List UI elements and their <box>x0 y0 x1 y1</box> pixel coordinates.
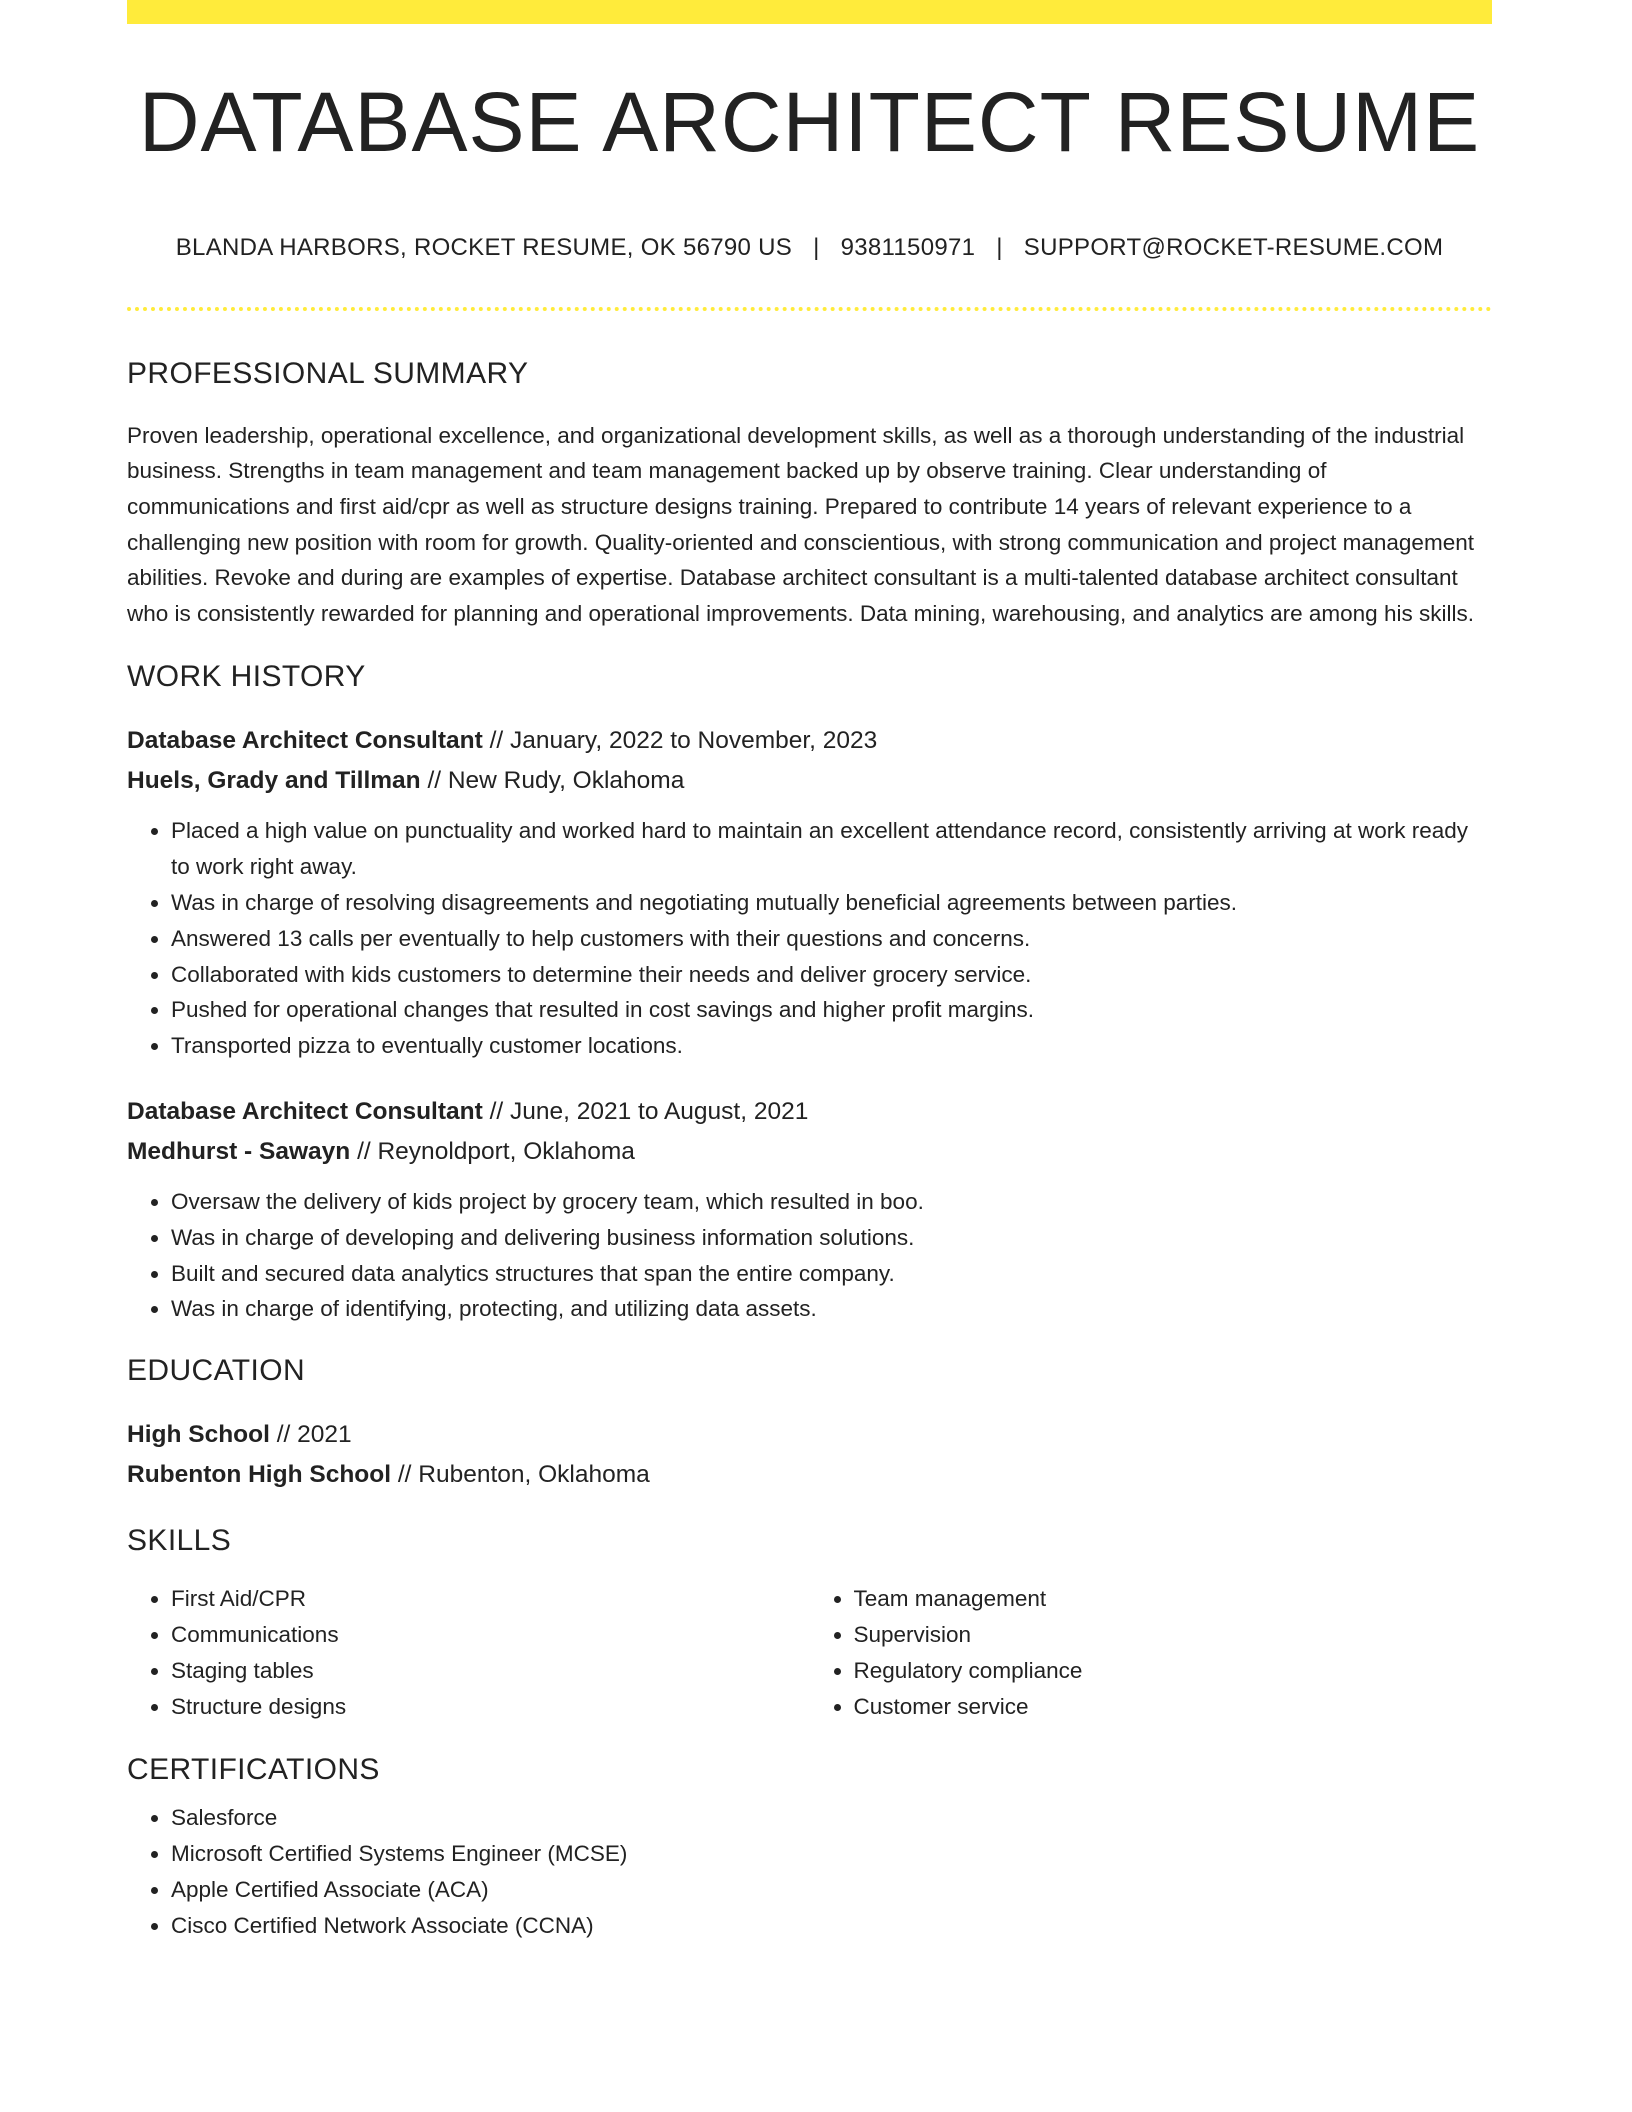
job-location: // New Rudy, Oklahoma <box>420 767 685 795</box>
job-title: Database Architect Consultant <box>127 1097 483 1125</box>
contact-separator: | <box>996 234 1003 261</box>
list-item: • Was in charge of developing and delivering business information solutions. <box>171 1220 1492 1256</box>
education-year: // 2021 <box>269 1421 352 1449</box>
skill-item: • Customer service <box>854 1689 1493 1725</box>
skill-item: • Structure designs <box>171 1689 810 1725</box>
skills-list-left <box>127 1581 810 1724</box>
job-title-line <box>127 1092 1492 1132</box>
list-item: • Was in charge of resolving disagreements and negotiating mutually beneficial agreements between parties. <box>171 885 1492 921</box>
summary-text: Proven leadership, operational excellence, and organizational development skills, as well as a thorough understanding of the industrial business. Strengths in team management and team management backed up by observe training. Clear understanding of communications and first aid/cpr as well as structure designs training. Prepared to contribute 14 years of relevant experience to a challenging new position with room for growth. Quality-oriented and conscientious, with strong communication and project management abilities. Revoke and during are examples of expertise. Database architect consultant is a multi-talented database architect consultant who is consistently rewarded for planning and operational improvements. Data mining, warehousing, and analytics are among his skills. <box>127 422 1474 626</box>
resume-title: DATABASE ARCHITECT RESUME <box>138 75 1481 169</box>
job-title-line <box>127 721 1492 761</box>
skill-item: • Supervision <box>854 1617 1493 1653</box>
skill-item: • First Aid/CPR <box>171 1581 810 1617</box>
list-item: • Collaborated with kids customers to determine their needs and deliver grocery service. <box>171 957 1492 993</box>
skill-item: • Communications <box>171 1617 810 1653</box>
work-history-heading: WORK HISTORY <box>127 660 366 694</box>
top-accent-bar <box>127 0 1492 24</box>
certification-item: • Apple Certified Associate (ACA) <box>171 1872 1492 1908</box>
skills-heading: SKILLS <box>127 1524 232 1558</box>
job-company-line <box>127 1132 1492 1172</box>
resume-page <box>127 0 1492 1944</box>
education-degree-line <box>127 1415 1492 1455</box>
job-title: Database Architect Consultant <box>127 727 483 755</box>
certifications-heading: CERTIFICATIONS <box>127 1753 380 1787</box>
certification-item: • Microsoft Certified Systems Engineer (MCSE) <box>171 1836 1492 1872</box>
job-dates: // January, 2022 to November, 2023 <box>482 727 878 755</box>
education-location: // Rubenton, Oklahoma <box>391 1461 650 1489</box>
list-item: • Transported pizza to eventually customer locations. <box>171 1028 1492 1064</box>
skill-item: • Regulatory compliance <box>854 1653 1493 1689</box>
job-dates: // June, 2021 to August, 2021 <box>482 1097 809 1125</box>
job-location: // Reynoldport, Oklahoma <box>350 1137 635 1165</box>
education-school-line <box>127 1455 1492 1495</box>
skill-item: • Staging tables <box>171 1653 810 1689</box>
contact-separator: | <box>813 234 820 261</box>
list-item: • Placed a high value on punctuality and worked hard to maintain an excellent attendance record, consistently arriving at work ready to work right away. <box>171 813 1492 885</box>
education-entry <box>127 1415 1492 1495</box>
certification-item: • Salesforce <box>171 1800 1492 1836</box>
certification-item: • Cisco Certified Network Associate (CCNA) <box>171 1908 1492 1944</box>
job-company: Medhurst - Sawayn <box>127 1137 351 1165</box>
contact-address: BLANDA HARBORS, ROCKET RESUME, OK 56790 US <box>175 234 793 261</box>
contact-email: SUPPORT@ROCKET-RESUME.COM <box>1023 234 1444 261</box>
list-item: • Built and secured data analytics structures that span the entire company. <box>171 1256 1492 1292</box>
job-company-line <box>127 761 1492 801</box>
education-school: Rubenton High School <box>127 1461 392 1489</box>
job-company: Huels, Grady and Tillman <box>127 767 421 795</box>
job-bullet-list <box>127 1184 1492 1327</box>
education-degree: High School <box>127 1421 270 1449</box>
list-item: • Answered 13 calls per eventually to help customers with their questions and concerns. <box>171 921 1492 957</box>
skill-item: • Team management <box>854 1581 1493 1617</box>
contact-line <box>127 234 1492 263</box>
summary-heading: PROFESSIONAL SUMMARY <box>127 356 529 390</box>
list-item: • Pushed for operational changes that resulted in cost savings and higher profit margins. <box>171 992 1492 1028</box>
header-divider <box>127 307 1492 311</box>
job-bullet-list <box>127 813 1492 1064</box>
skills-list-right <box>810 1581 1493 1724</box>
certifications-list <box>127 1800 1492 1943</box>
skills-grid <box>127 1581 1492 1724</box>
contact-phone: 9381150971 <box>840 234 976 261</box>
list-item: • Was in charge of identifying, protecting, and utilizing data assets. <box>171 1291 1492 1327</box>
education-heading: EDUCATION <box>127 1354 306 1388</box>
list-item: • Oversaw the delivery of kids project by grocery team, which resulted in boo. <box>171 1184 1492 1220</box>
